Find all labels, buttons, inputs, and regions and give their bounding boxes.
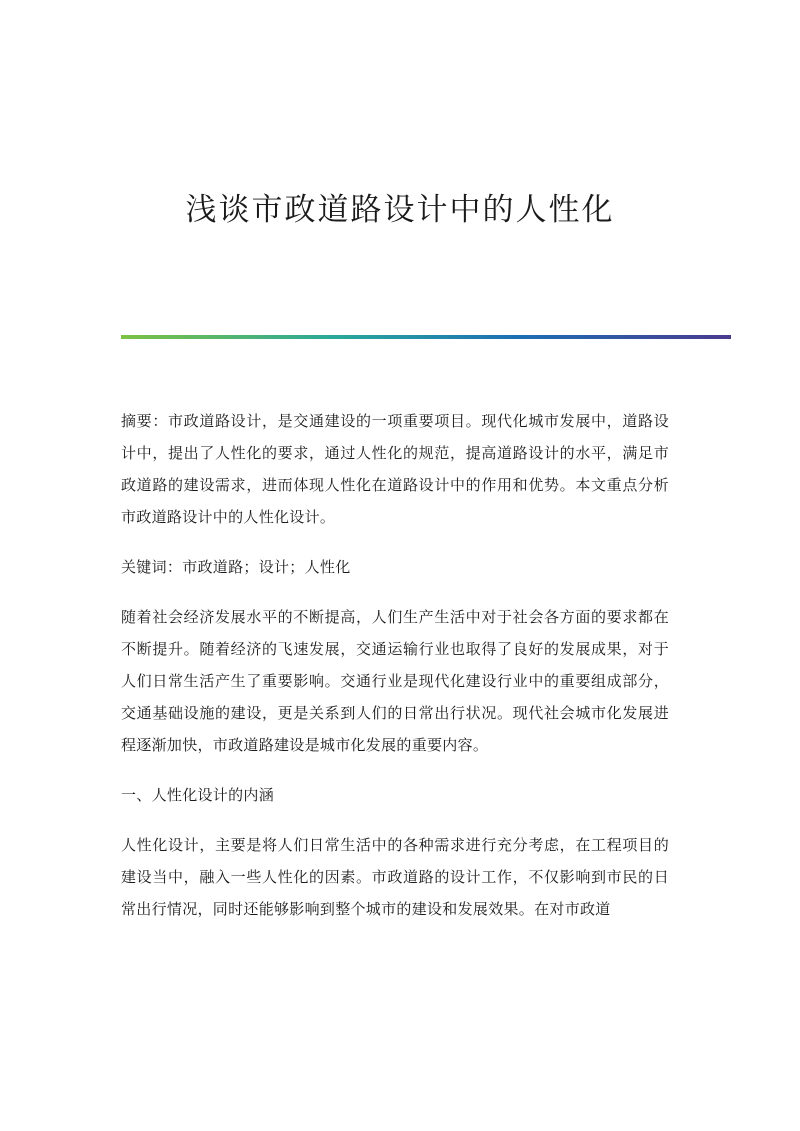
document-title: 浅谈市政道路设计中的人性化	[185, 192, 615, 228]
section-heading: 一、人性化设计的内涵	[121, 786, 275, 804]
intro-paragraph: 随着社会经济发展水平的不断提高，人们生产生活中对于社会各方面的要求都在不断提升。随着经济的飞速发展，交通运输行业也取得了良好的发展成果，对于人们日常生活产生了重要影响。交通行业是现代化建设行业中的重要组成部分，交通基础设施的建设，更是关系到人们的日常出行状况。现代社会城市化发展进程逐渐加快，市政道路建设是城市化发展的重要内容。	[121, 608, 669, 754]
abstract-paragraph: 摘要：市政道路设计，是交通建设的一项重要项目。现代化城市发展中，道路设计中，提出了人性化的要求，通过人性化的规范，提高道路设计的水平，满足市政道路的建设需求，进而体现人性化在道路设计中的作用和优势。本文重点分析市政道路设计中的人性化设计。	[121, 412, 669, 526]
document-body	[121, 405, 669, 943]
title-divider	[121, 335, 731, 339]
keywords-paragraph: 关键词：市政道路；设计；人性化	[121, 558, 351, 576]
section-paragraph: 人性化设计，主要是将人们日常生活中的各种需求进行充分考虑，在工程项目的建设当中，融入一些人性化的因素。市政道路的设计工作，不仅影响到市民的日常出行情况，同时还能够影响到整个城市的建设和发展效果。在对市政道	[121, 836, 669, 918]
